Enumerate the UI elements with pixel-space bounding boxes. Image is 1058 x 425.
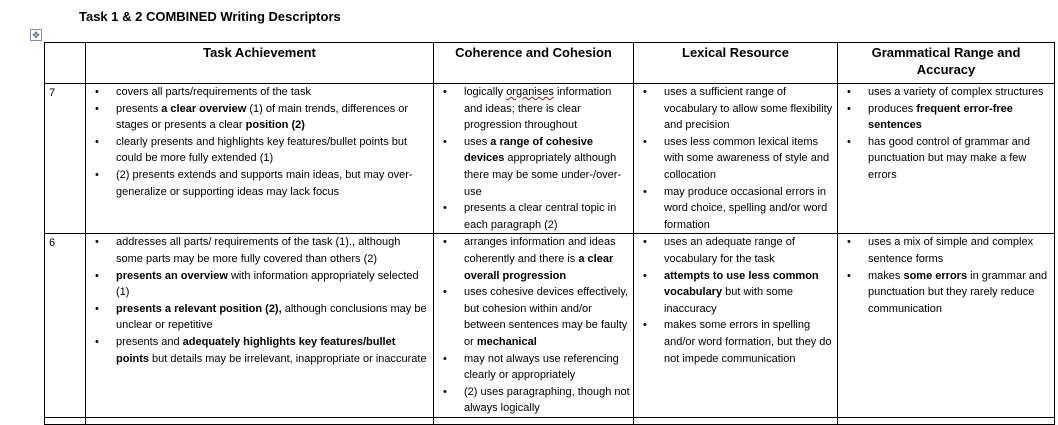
descriptor-item <box>838 134 1051 184</box>
descriptors-table <box>44 42 1055 425</box>
band-score: 7 <box>45 84 86 234</box>
descriptor-text: presents and <box>116 335 183 348</box>
table-row <box>45 234 1055 418</box>
page-title: Task 1 & 2 COMBINED Writing Descriptors <box>79 9 341 24</box>
descriptor-text: (1) of main trends, differences or stages or presents a clear <box>116 102 409 132</box>
header-grammatical-range: Grammatical Range and Accuracy <box>838 43 1055 84</box>
lexical-cell <box>634 84 838 234</box>
header-row <box>45 43 1055 84</box>
move-icon[interactable]: ✥ <box>30 29 42 41</box>
descriptor-item <box>634 134 834 184</box>
descriptor-item <box>86 134 427 167</box>
descriptor-item <box>86 268 427 301</box>
descriptor-bold-text: some errors <box>903 269 968 282</box>
descriptor-bold-text: frequent error-free sentences <box>868 102 1013 132</box>
descriptor-item <box>434 284 630 350</box>
descriptor-item <box>434 134 630 200</box>
descriptor-text: uses a sufficient range of vocabulary to allow some flexibility and precision <box>664 86 833 132</box>
grammar-cell <box>838 84 1055 234</box>
descriptor-text: uses less common lexical items with some awareness of style and collocation <box>664 135 830 181</box>
descriptor-text: clearly presents and highlights key features/bullet points but could be more fully extended (1) <box>116 135 408 165</box>
descriptor-bold-text: a clear overall progression <box>464 252 614 282</box>
descriptor-item <box>86 234 427 267</box>
descriptor-bold-text: presents a relevant position (2), <box>116 302 282 315</box>
descriptor-text: addresses all parts/ requirements of the task (1)., although some parts may be more fully covered than others (2) <box>116 236 401 265</box>
header-task-achievement: Task Achievement <box>86 43 434 84</box>
descriptor-item <box>838 234 1051 267</box>
table-row-partial <box>45 417 1055 424</box>
descriptor-item <box>86 167 427 200</box>
descriptor-text: may not always use referencing clearly or appropriately <box>464 352 619 382</box>
descriptor-bold-text: position (2) <box>245 119 305 132</box>
descriptor-item <box>86 334 427 367</box>
descriptor-text: in grammar and punctuation but they rarely reduce communication <box>868 269 1048 315</box>
descriptor-item <box>86 301 427 334</box>
descriptor-item <box>434 84 630 134</box>
coherence-cell <box>434 84 634 234</box>
descriptor-text: although conclusions may be unclear or repetitive <box>116 302 427 332</box>
descriptor-text: appropriately although there may be some under-/over-use <box>464 152 622 198</box>
lexical-cell <box>634 234 838 418</box>
descriptor-text: organises <box>506 86 554 98</box>
grammar-cell <box>838 234 1055 418</box>
descriptor-bold-text: mechanical <box>476 335 537 348</box>
descriptor-item <box>434 200 630 233</box>
descriptor-text: presents <box>116 102 162 115</box>
descriptor-item <box>838 101 1051 134</box>
descriptor-item <box>634 234 834 267</box>
descriptor-text: uses a mix of simple and complex sentence forms <box>868 236 1034 265</box>
descriptor-item <box>434 384 630 417</box>
task-achievement-cell <box>86 234 434 418</box>
descriptor-bold-text: adequately highlights key features/bullet points <box>116 335 396 365</box>
task-achievement-cell <box>86 84 434 234</box>
descriptor-item <box>86 101 427 134</box>
descriptor-text: (2) presents extends and supports main ideas, but may over-generalize or supporting ideas may lack focus <box>116 168 413 198</box>
descriptor-text: (2) uses paragraphing, though not always logically <box>464 385 630 415</box>
descriptor-text: makes some errors in spelling and/or word formation, but they do not impede communication <box>664 319 832 365</box>
descriptor-text: logically <box>464 86 507 98</box>
descriptor-text: arranges information and ideas coherently and there is <box>464 236 616 265</box>
descriptor-item <box>634 184 834 234</box>
descriptor-bold-text: a range of cohesive devices <box>464 135 594 165</box>
band-score: 6 <box>45 234 86 418</box>
header-band <box>45 43 86 84</box>
descriptor-item <box>434 234 630 284</box>
descriptor-item <box>634 84 834 134</box>
descriptor-text: uses an adequate range of vocabulary for the task <box>664 236 795 265</box>
descriptor-item <box>838 268 1051 318</box>
descriptor-item <box>634 317 834 367</box>
descriptor-text: information and ideas; there is clear progression throughout <box>464 86 612 132</box>
descriptor-bold-text: attempts to use less common vocabulary <box>664 269 819 299</box>
descriptor-text: may produce occasional errors in word choice, spelling and/or word formation <box>664 185 828 231</box>
descriptor-text: covers all parts/requirements of the task <box>116 86 312 98</box>
table-row <box>45 84 1055 234</box>
coherence-cell <box>434 234 634 418</box>
descriptor-text: uses cohesive devices effectively, but cohesion within and/or between sentences may be faulty or <box>464 286 629 348</box>
descriptor-text: but with some inaccuracy <box>664 286 794 315</box>
descriptor-text: produces <box>868 102 917 115</box>
descriptor-text: with information appropriately selected (1) <box>116 269 419 299</box>
descriptor-text: uses a variety of complex structures <box>868 86 1044 98</box>
descriptor-text: has good control of grammar and punctuation but may make a few errors <box>868 135 1031 181</box>
header-lexical-resource: Lexical Resource <box>634 43 838 84</box>
descriptor-item <box>634 268 834 318</box>
descriptor-bold-text: a clear overview <box>161 102 247 115</box>
descriptor-item <box>838 84 1051 101</box>
descriptor-text: makes <box>868 269 904 282</box>
descriptor-item <box>434 351 630 384</box>
header-coherence-cohesion: Coherence and Cohesion <box>434 43 634 84</box>
descriptor-text: but details may be irrelevant, inappropriate or inaccurate <box>149 352 427 365</box>
descriptor-text: uses <box>464 135 491 148</box>
descriptor-item <box>86 84 427 101</box>
descriptor-text: presents a clear central topic in each paragraph (2) <box>464 202 617 231</box>
descriptor-bold-text: presents an overview <box>116 269 228 282</box>
